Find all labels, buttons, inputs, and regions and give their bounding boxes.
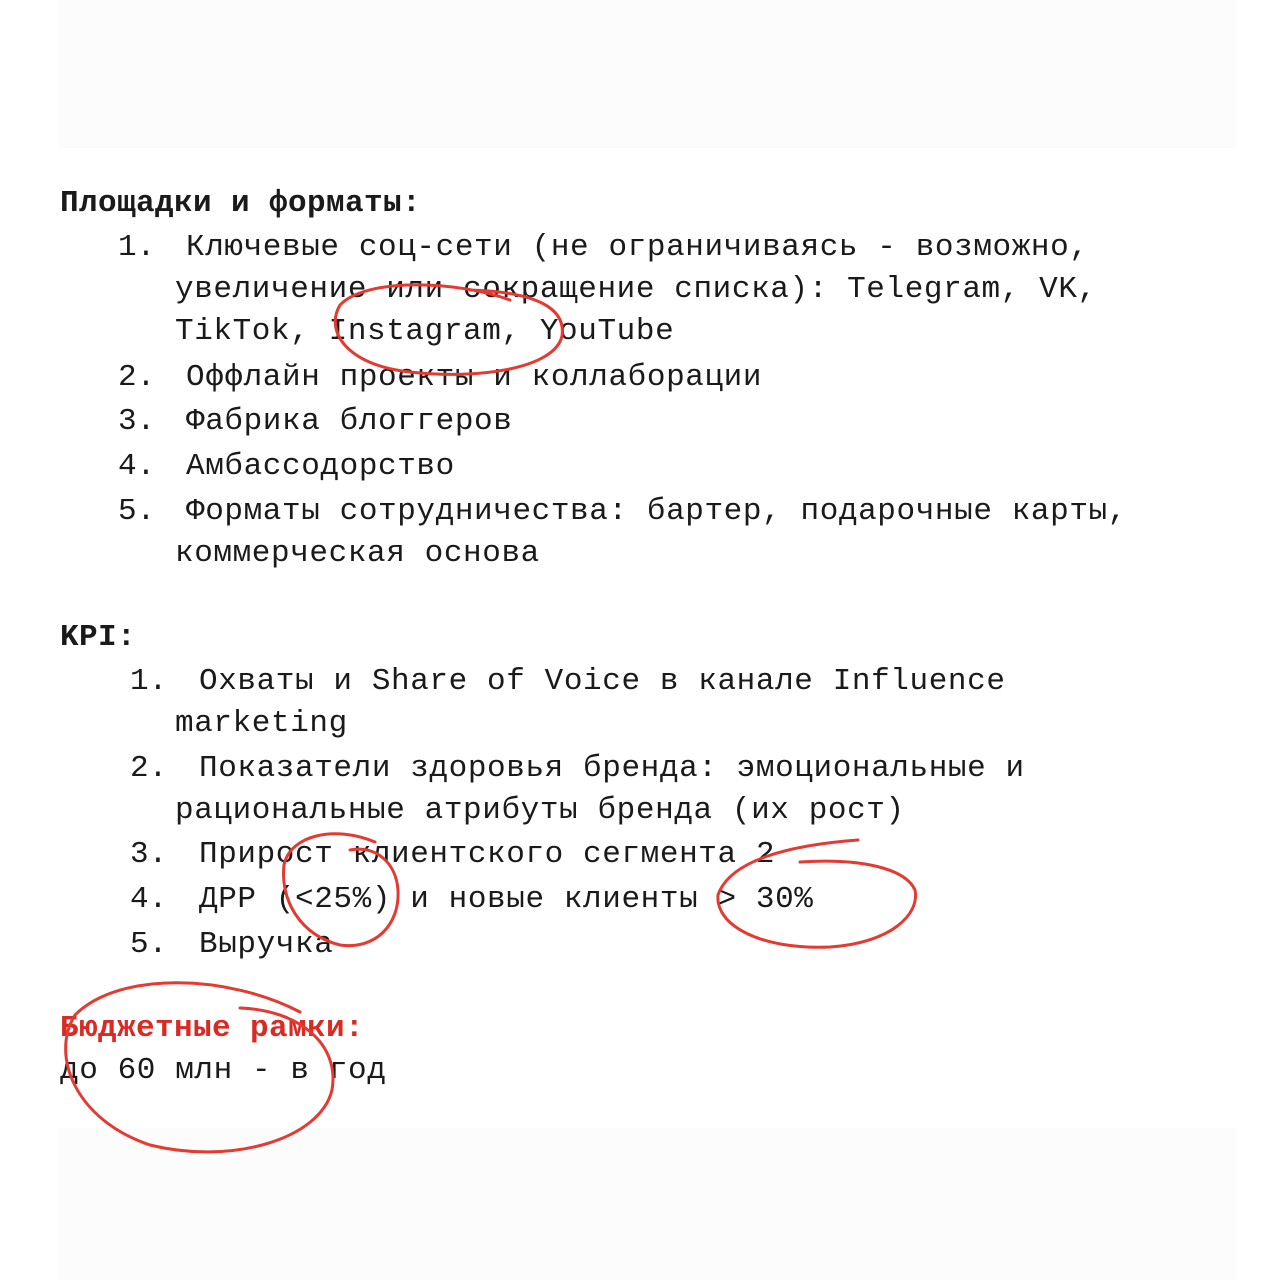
platforms-heading: Площадки и форматы: [60,186,422,221]
platforms-item-4-number: 4. [118,449,156,484]
kpi-item-2-line-1: Показатели здоровья бренда: эмоциональные и [199,751,1025,786]
kpi-item-2-number: 2. [130,751,168,786]
platforms-item-3-line-1: Фабрика блоггеров [186,404,513,439]
kpi-item-5-line-1: Выручка [199,927,334,962]
platforms-item-4-line-1: Амбассодорство [186,449,455,484]
platforms-item-5-number: 5. [118,494,156,529]
page-background-bottom [58,1128,1236,1280]
page-background-top [58,0,1236,148]
platforms-item-1-line-1: Ключевые соц-сети (не ограничиваясь - возможно, [186,230,1089,265]
platforms-item-2-number: 2. [118,360,156,395]
platforms-item-3-number: 3. [118,404,156,439]
platforms-item-5-line-1: Форматы сотрудничества: бартер, подарочные карты, [186,494,1127,529]
kpi-heading: KPI: [60,620,137,655]
kpi-item-5-number: 5. [130,927,168,962]
budget-text: до 60 млн - в год [60,1053,387,1088]
kpi-item-4-line-1: ДРР (<25%) и новые клиенты > 30% [199,882,814,917]
budget-heading: Бюджетные рамки: [60,1011,365,1046]
kpi-item-2-line-2: рациональные атрибуты бренда (их рост) [175,793,905,828]
kpi-item-3-line-1: Прирост клиентского сегмента 2 [199,837,776,872]
kpi-item-3-number: 3. [130,837,168,872]
platforms-item-5-line-2: коммерческая основа [175,536,540,571]
kpi-item-1-line-1: Охваты и Share of Voice в канале Influence [199,664,1006,699]
kpi-item-1-line-2: marketing [175,706,348,741]
kpi-item-1-number: 1. [130,664,168,699]
platforms-item-2-line-1: Оффлайн проекты и коллаборации [186,360,763,395]
platforms-item-1-line-3: TikTok, Instagram, YouTube [175,314,675,349]
platforms-item-1-line-2: увеличение или сокращение списка): Telegram, VK, [175,272,1097,307]
platforms-item-1-number: 1. [118,230,156,265]
kpi-item-4-number: 4. [130,882,168,917]
